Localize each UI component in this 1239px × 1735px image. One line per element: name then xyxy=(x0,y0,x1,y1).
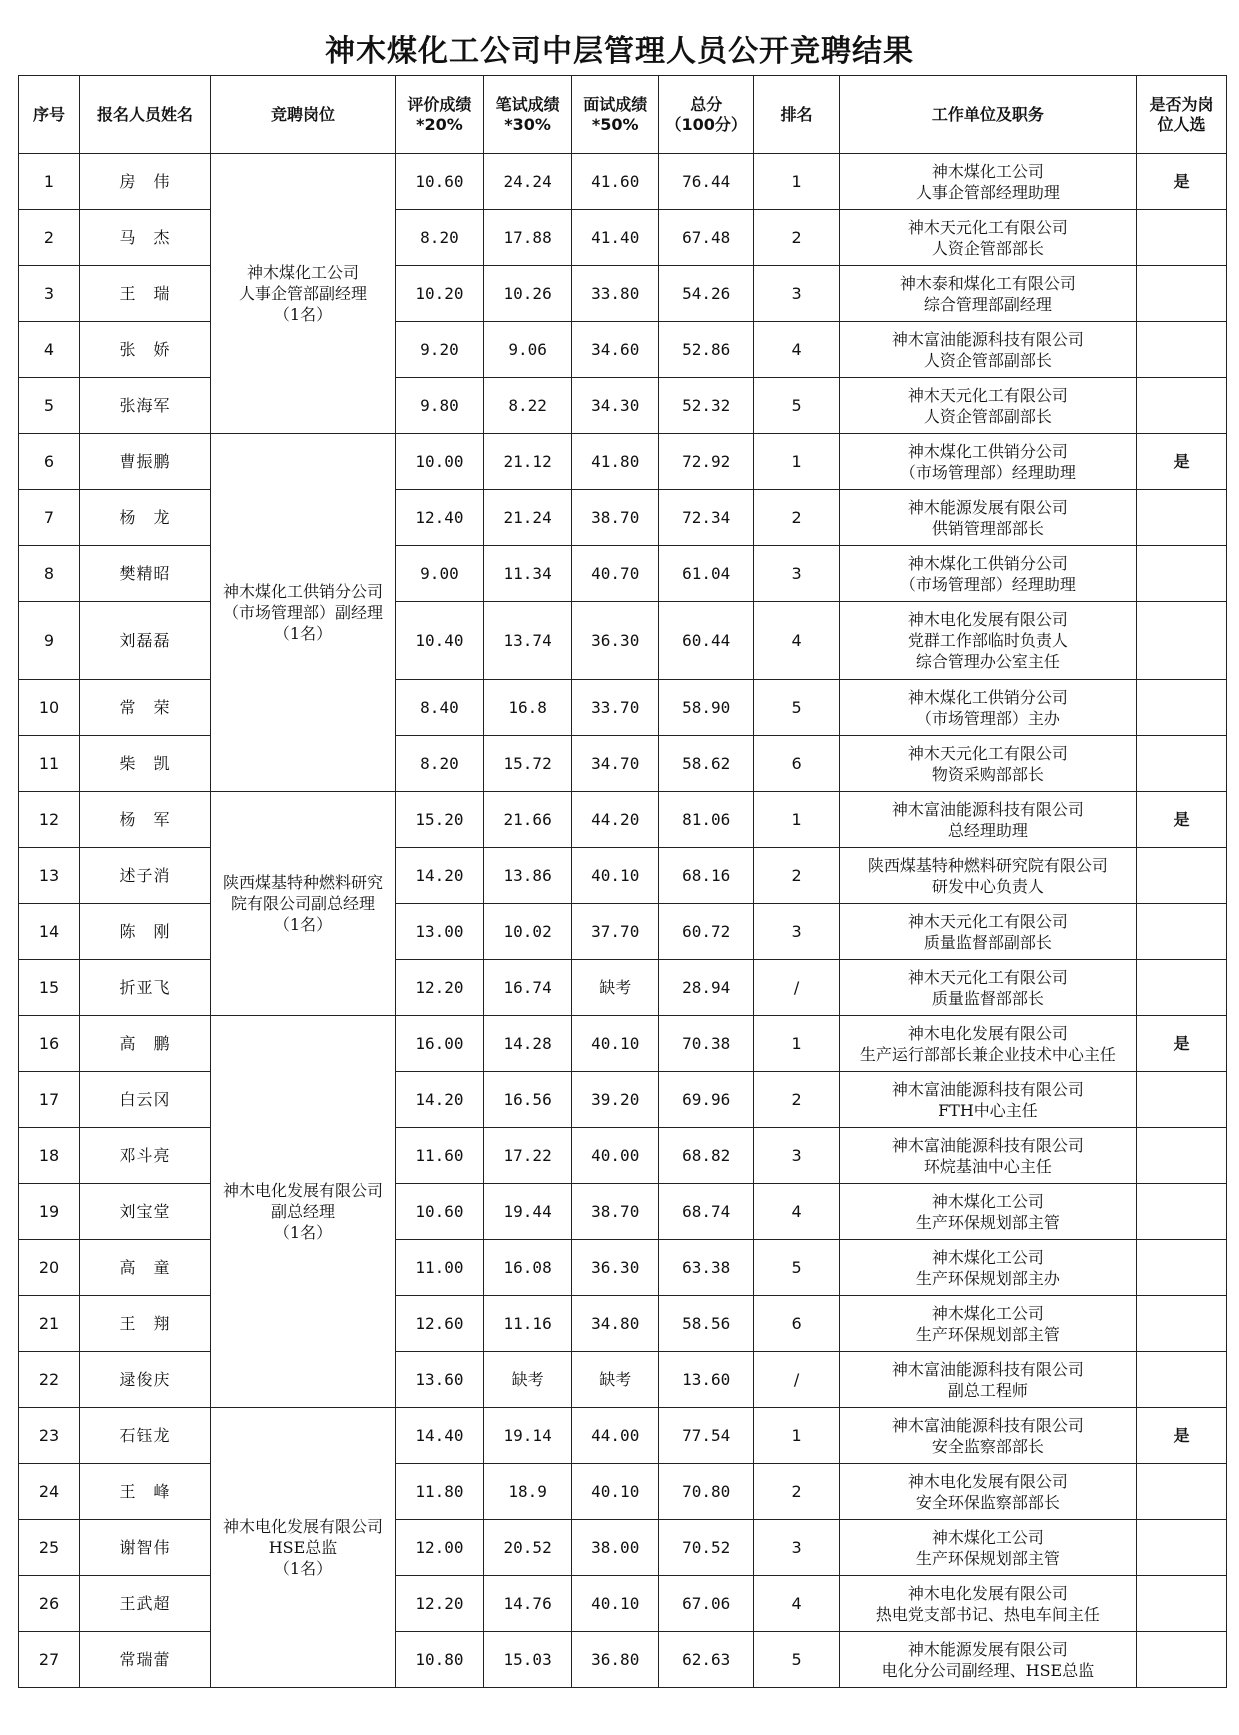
unit-position: 神木富油能源科技有限公司 总经理助理 xyxy=(839,792,1136,848)
eval-score: 10.80 xyxy=(396,1632,484,1688)
table-row xyxy=(19,848,1227,904)
rank-cell: 5 xyxy=(754,378,839,434)
rank-cell: 1 xyxy=(754,1408,839,1464)
rank-cell: 4 xyxy=(754,602,839,680)
name-cell: 房 伟 xyxy=(80,154,211,210)
seq-cell: 3 xyxy=(19,266,80,322)
header-name: 报名人员姓名 xyxy=(80,76,211,154)
written-score: 18.9 xyxy=(483,1464,572,1520)
rank-cell: 4 xyxy=(754,322,839,378)
total-score: 76.44 xyxy=(659,154,754,210)
eval-score: 14.20 xyxy=(396,848,484,904)
seq-cell: 26 xyxy=(19,1576,80,1632)
unit-position: 神木煤化工公司 人事企管部经理助理 xyxy=(839,154,1136,210)
table-row xyxy=(19,736,1227,792)
name-cell: 白云冈 xyxy=(80,1072,211,1128)
total-score: 54.26 xyxy=(659,266,754,322)
name-cell: 常瑞蕾 xyxy=(80,1632,211,1688)
interview-score: 38.70 xyxy=(572,1184,659,1240)
interview-score: 36.30 xyxy=(572,1240,659,1296)
table-row xyxy=(19,1296,1227,1352)
selected-flag xyxy=(1137,1632,1227,1688)
name-cell: 高 鹏 xyxy=(80,1016,211,1072)
unit-position: 神木电化发展有限公司 党群工作部临时负责人 综合管理办公室主任 xyxy=(839,602,1136,680)
total-score: 58.62 xyxy=(659,736,754,792)
rank-cell: 1 xyxy=(754,434,839,490)
total-score: 13.60 xyxy=(659,1352,754,1408)
unit-position: 神木富油能源科技有限公司 副总工程师 xyxy=(839,1352,1136,1408)
selected-flag xyxy=(1137,266,1227,322)
eval-score: 10.60 xyxy=(396,154,484,210)
selected-flag xyxy=(1137,680,1227,736)
unit-position: 神木煤化工公司 生产环保规划部主管 xyxy=(839,1184,1136,1240)
rank-cell: 1 xyxy=(754,1016,839,1072)
interview-score: 40.10 xyxy=(572,848,659,904)
table-row xyxy=(19,1576,1227,1632)
rank-cell: 6 xyxy=(754,1296,839,1352)
seq-cell: 21 xyxy=(19,1296,80,1352)
post-cell: 神木电化发展有限公司 HSE总监 （1名） xyxy=(210,1408,395,1688)
page-title: 神木煤化工公司中层管理人员公开竞聘结果 xyxy=(325,34,914,69)
rank-cell: 1 xyxy=(754,792,839,848)
total-score: 61.04 xyxy=(659,546,754,602)
table-row xyxy=(19,490,1227,546)
header-post: 竞聘岗位 xyxy=(210,76,395,154)
written-score: 16.8 xyxy=(483,680,572,736)
post-cell: 神木电化发展有限公司 副总经理 （1名） xyxy=(210,1016,395,1408)
rank-cell: 3 xyxy=(754,904,839,960)
selected-flag xyxy=(1137,904,1227,960)
seq-cell: 15 xyxy=(19,960,80,1016)
selected-flag xyxy=(1137,1072,1227,1128)
unit-position: 神木天元化工有限公司 人资企管部副部长 xyxy=(839,378,1136,434)
selected-flag xyxy=(1137,378,1227,434)
header-total: 总分 （100分） xyxy=(659,76,754,154)
table-row xyxy=(19,434,1227,490)
written-score: 17.88 xyxy=(483,210,572,266)
interview-score: 41.80 xyxy=(572,434,659,490)
seq-cell: 1 xyxy=(19,154,80,210)
interview-score: 33.80 xyxy=(572,266,659,322)
rank-cell: / xyxy=(754,960,839,1016)
written-score: 14.28 xyxy=(483,1016,572,1072)
unit-position: 神木电化发展有限公司 生产运行部部长兼企业技术中心主任 xyxy=(839,1016,1136,1072)
table-row xyxy=(19,1184,1227,1240)
total-score: 60.72 xyxy=(659,904,754,960)
unit-position: 神木煤化工公司 生产环保规划部主管 xyxy=(839,1520,1136,1576)
eval-score: 12.20 xyxy=(396,1576,484,1632)
name-cell: 柴 凯 xyxy=(80,736,211,792)
interview-score: 39.20 xyxy=(572,1072,659,1128)
header-interview: 面试成绩 *50% xyxy=(572,76,659,154)
total-score: 68.82 xyxy=(659,1128,754,1184)
rank-cell: 4 xyxy=(754,1184,839,1240)
total-score: 62.63 xyxy=(659,1632,754,1688)
seq-cell: 11 xyxy=(19,736,80,792)
unit-position: 神木富油能源科技有限公司 FTH中心主任 xyxy=(839,1072,1136,1128)
seq-cell: 14 xyxy=(19,904,80,960)
unit-position: 神木煤化工公司 生产环保规划部主办 xyxy=(839,1240,1136,1296)
selected-flag: 是 xyxy=(1137,1016,1227,1072)
seq-cell: 27 xyxy=(19,1632,80,1688)
name-cell: 杨 龙 xyxy=(80,490,211,546)
rank-cell: 3 xyxy=(754,546,839,602)
table-row xyxy=(19,1016,1227,1072)
name-cell: 常 荣 xyxy=(80,680,211,736)
seq-cell: 12 xyxy=(19,792,80,848)
rank-cell: / xyxy=(754,1352,839,1408)
rank-cell: 5 xyxy=(754,1240,839,1296)
seq-cell: 23 xyxy=(19,1408,80,1464)
total-score: 69.96 xyxy=(659,1072,754,1128)
total-score: 70.38 xyxy=(659,1016,754,1072)
eval-score: 10.60 xyxy=(396,1184,484,1240)
total-score: 67.48 xyxy=(659,210,754,266)
name-cell: 马 杰 xyxy=(80,210,211,266)
post-cell: 神木煤化工公司 人事企管部副经理 （1名） xyxy=(210,154,395,434)
interview-score: 缺考 xyxy=(572,1352,659,1408)
rank-cell: 3 xyxy=(754,1128,839,1184)
results-body xyxy=(19,154,1227,1688)
table-row xyxy=(19,266,1227,322)
eval-score: 11.00 xyxy=(396,1240,484,1296)
unit-position: 神木富油能源科技有限公司 安全监察部部长 xyxy=(839,1408,1136,1464)
unit-position: 神木天元化工有限公司 物资采购部部长 xyxy=(839,736,1136,792)
table-row xyxy=(19,546,1227,602)
rank-cell: 2 xyxy=(754,210,839,266)
seq-cell: 4 xyxy=(19,322,80,378)
eval-score: 9.80 xyxy=(396,378,484,434)
seq-cell: 17 xyxy=(19,1072,80,1128)
eval-score: 9.00 xyxy=(396,546,484,602)
unit-position: 神木能源发展有限公司 供销管理部部长 xyxy=(839,490,1136,546)
interview-score: 34.30 xyxy=(572,378,659,434)
table-row xyxy=(19,378,1227,434)
selected-flag xyxy=(1137,1576,1227,1632)
interview-score: 36.80 xyxy=(572,1632,659,1688)
seq-cell: 22 xyxy=(19,1352,80,1408)
selected-flag xyxy=(1137,1240,1227,1296)
table-row xyxy=(19,1072,1227,1128)
seq-cell: 7 xyxy=(19,490,80,546)
table-row xyxy=(19,154,1227,210)
table-row xyxy=(19,322,1227,378)
written-score: 9.06 xyxy=(483,322,572,378)
interview-score: 40.00 xyxy=(572,1128,659,1184)
eval-score: 14.40 xyxy=(396,1408,484,1464)
eval-score: 14.20 xyxy=(396,1072,484,1128)
selected-flag xyxy=(1137,602,1227,680)
interview-score: 44.00 xyxy=(572,1408,659,1464)
written-score: 24.24 xyxy=(483,154,572,210)
table-row xyxy=(19,1632,1227,1688)
total-score: 58.90 xyxy=(659,680,754,736)
interview-score: 缺考 xyxy=(572,960,659,1016)
selected-flag xyxy=(1137,546,1227,602)
written-score: 缺考 xyxy=(483,1352,572,1408)
unit-position: 神木煤化工公司 生产环保规划部主管 xyxy=(839,1296,1136,1352)
seq-cell: 13 xyxy=(19,848,80,904)
header-row xyxy=(19,76,1227,154)
selected-flag xyxy=(1137,1464,1227,1520)
seq-cell: 24 xyxy=(19,1464,80,1520)
selected-flag xyxy=(1137,1520,1227,1576)
eval-score: 9.20 xyxy=(396,322,484,378)
seq-cell: 19 xyxy=(19,1184,80,1240)
interview-score: 41.60 xyxy=(572,154,659,210)
name-cell: 谢智伟 xyxy=(80,1520,211,1576)
written-score: 21.12 xyxy=(483,434,572,490)
name-cell: 刘宝堂 xyxy=(80,1184,211,1240)
seq-cell: 2 xyxy=(19,210,80,266)
unit-position: 神木电化发展有限公司 热电党支部书记、热电车间主任 xyxy=(839,1576,1136,1632)
interview-score: 40.70 xyxy=(572,546,659,602)
table-row xyxy=(19,1520,1227,1576)
seq-cell: 25 xyxy=(19,1520,80,1576)
eval-score: 8.20 xyxy=(396,736,484,792)
post-cell: 神木煤化工供销分公司 （市场管理部）副经理 （1名） xyxy=(210,434,395,792)
written-score: 16.08 xyxy=(483,1240,572,1296)
written-score: 11.16 xyxy=(483,1296,572,1352)
eval-score: 16.00 xyxy=(396,1016,484,1072)
header-seq: 序号 xyxy=(19,76,80,154)
selected-flag xyxy=(1137,1184,1227,1240)
eval-score: 8.40 xyxy=(396,680,484,736)
selected-flag: 是 xyxy=(1137,154,1227,210)
rank-cell: 4 xyxy=(754,1576,839,1632)
written-score: 14.76 xyxy=(483,1576,572,1632)
total-score: 81.06 xyxy=(659,792,754,848)
written-score: 20.52 xyxy=(483,1520,572,1576)
interview-score: 44.20 xyxy=(572,792,659,848)
name-cell: 述子消 xyxy=(80,848,211,904)
rank-cell: 5 xyxy=(754,680,839,736)
unit-position: 神木天元化工有限公司 质量监督部部长 xyxy=(839,960,1136,1016)
seq-cell: 18 xyxy=(19,1128,80,1184)
written-score: 16.74 xyxy=(483,960,572,1016)
interview-score: 38.70 xyxy=(572,490,659,546)
unit-position: 神木煤化工供销分公司 （市场管理部）经理助理 xyxy=(839,434,1136,490)
rank-cell: 3 xyxy=(754,266,839,322)
unit-position: 陕西煤基特种燃料研究院有限公司 研发中心负责人 xyxy=(839,848,1136,904)
name-cell: 曹振鹏 xyxy=(80,434,211,490)
selected-flag xyxy=(1137,210,1227,266)
selected-flag xyxy=(1137,960,1227,1016)
seq-cell: 5 xyxy=(19,378,80,434)
written-score: 15.72 xyxy=(483,736,572,792)
unit-position: 神木富油能源科技有限公司 环烷基油中心主任 xyxy=(839,1128,1136,1184)
total-score: 63.38 xyxy=(659,1240,754,1296)
eval-score: 8.20 xyxy=(396,210,484,266)
seq-cell: 6 xyxy=(19,434,80,490)
seq-cell: 8 xyxy=(19,546,80,602)
header-eval: 评价成绩 *20% xyxy=(396,76,484,154)
total-score: 67.06 xyxy=(659,1576,754,1632)
unit-position: 神木煤化工供销分公司 （市场管理部）经理助理 xyxy=(839,546,1136,602)
eval-score: 12.60 xyxy=(396,1296,484,1352)
eval-score: 10.20 xyxy=(396,266,484,322)
rank-cell: 2 xyxy=(754,848,839,904)
rank-cell: 2 xyxy=(754,1072,839,1128)
total-score: 70.80 xyxy=(659,1464,754,1520)
seq-cell: 20 xyxy=(19,1240,80,1296)
selected-flag xyxy=(1137,736,1227,792)
written-score: 21.24 xyxy=(483,490,572,546)
selected-flag xyxy=(1137,322,1227,378)
header-unit: 工作单位及职务 xyxy=(839,76,1136,154)
written-score: 8.22 xyxy=(483,378,572,434)
selected-flag: 是 xyxy=(1137,792,1227,848)
rank-cell: 2 xyxy=(754,1464,839,1520)
unit-position: 神木电化发展有限公司 安全环保监察部部长 xyxy=(839,1464,1136,1520)
interview-score: 34.80 xyxy=(572,1296,659,1352)
table-row xyxy=(19,792,1227,848)
eval-score: 10.40 xyxy=(396,602,484,680)
seq-cell: 9 xyxy=(19,602,80,680)
table-row xyxy=(19,1408,1227,1464)
eval-score: 15.20 xyxy=(396,792,484,848)
written-score: 15.03 xyxy=(483,1632,572,1688)
name-cell: 王 瑞 xyxy=(80,266,211,322)
selected-flag xyxy=(1137,1128,1227,1184)
interview-score: 40.10 xyxy=(572,1464,659,1520)
unit-position: 神木泰和煤化工有限公司 综合管理部副经理 xyxy=(839,266,1136,322)
name-cell: 王 翔 xyxy=(80,1296,211,1352)
total-score: 52.86 xyxy=(659,322,754,378)
written-score: 10.02 xyxy=(483,904,572,960)
total-score: 68.74 xyxy=(659,1184,754,1240)
name-cell: 王 峰 xyxy=(80,1464,211,1520)
interview-score: 38.00 xyxy=(572,1520,659,1576)
written-score: 13.74 xyxy=(483,602,572,680)
rank-cell: 2 xyxy=(754,490,839,546)
selected-flag xyxy=(1137,1296,1227,1352)
eval-score: 11.60 xyxy=(396,1128,484,1184)
total-score: 28.94 xyxy=(659,960,754,1016)
total-score: 72.92 xyxy=(659,434,754,490)
name-cell: 刘磊磊 xyxy=(80,602,211,680)
table-row xyxy=(19,602,1227,680)
written-score: 21.66 xyxy=(483,792,572,848)
interview-score: 34.70 xyxy=(572,736,659,792)
name-cell: 张海军 xyxy=(80,378,211,434)
eval-score: 13.00 xyxy=(396,904,484,960)
interview-score: 41.40 xyxy=(572,210,659,266)
total-score: 60.44 xyxy=(659,602,754,680)
name-cell: 樊精昭 xyxy=(80,546,211,602)
interview-score: 36.30 xyxy=(572,602,659,680)
total-score: 72.34 xyxy=(659,490,754,546)
unit-position: 神木煤化工供销分公司 （市场管理部）主办 xyxy=(839,680,1136,736)
table-row xyxy=(19,1464,1227,1520)
eval-score: 12.20 xyxy=(396,960,484,1016)
rank-cell: 5 xyxy=(754,1632,839,1688)
name-cell: 陈 刚 xyxy=(80,904,211,960)
eval-score: 10.00 xyxy=(396,434,484,490)
total-score: 58.56 xyxy=(659,1296,754,1352)
total-score: 52.32 xyxy=(659,378,754,434)
interview-score: 33.70 xyxy=(572,680,659,736)
unit-position: 神木富油能源科技有限公司 人资企管部副部长 xyxy=(839,322,1136,378)
name-cell: 王武超 xyxy=(80,1576,211,1632)
name-cell: 逯俊庆 xyxy=(80,1352,211,1408)
written-score: 16.56 xyxy=(483,1072,572,1128)
eval-score: 11.80 xyxy=(396,1464,484,1520)
total-score: 77.54 xyxy=(659,1408,754,1464)
rank-cell: 1 xyxy=(754,154,839,210)
written-score: 17.22 xyxy=(483,1128,572,1184)
name-cell: 邓斗亮 xyxy=(80,1128,211,1184)
results-table xyxy=(18,75,1227,1688)
seq-cell: 10 xyxy=(19,680,80,736)
written-score: 13.86 xyxy=(483,848,572,904)
header-selected: 是否为岗 位人选 xyxy=(1137,76,1227,154)
selected-flag: 是 xyxy=(1137,434,1227,490)
table-row xyxy=(19,960,1227,1016)
name-cell: 张 娇 xyxy=(80,322,211,378)
name-cell: 石钰龙 xyxy=(80,1408,211,1464)
interview-score: 40.10 xyxy=(572,1576,659,1632)
written-score: 11.34 xyxy=(483,546,572,602)
table-row xyxy=(19,1128,1227,1184)
selected-flag xyxy=(1137,490,1227,546)
unit-position: 神木天元化工有限公司 质量监督部副部长 xyxy=(839,904,1136,960)
written-score: 19.14 xyxy=(483,1408,572,1464)
table-row xyxy=(19,1352,1227,1408)
rank-cell: 3 xyxy=(754,1520,839,1576)
interview-score: 34.60 xyxy=(572,322,659,378)
eval-score: 12.00 xyxy=(396,1520,484,1576)
selected-flag xyxy=(1137,1352,1227,1408)
interview-score: 40.10 xyxy=(572,1016,659,1072)
eval-score: 12.40 xyxy=(396,490,484,546)
header-rank: 排名 xyxy=(754,76,839,154)
written-score: 19.44 xyxy=(483,1184,572,1240)
selected-flag xyxy=(1137,848,1227,904)
rank-cell: 6 xyxy=(754,736,839,792)
table-row xyxy=(19,210,1227,266)
table-row xyxy=(19,904,1227,960)
table-row xyxy=(19,1240,1227,1296)
header-written: 笔试成绩 *30% xyxy=(483,76,572,154)
selected-flag: 是 xyxy=(1137,1408,1227,1464)
unit-position: 神木能源发展有限公司 电化分公司副经理、HSE总监 xyxy=(839,1632,1136,1688)
total-score: 68.16 xyxy=(659,848,754,904)
post-cell: 陕西煤基特种燃料研究 院有限公司副总经理 （1名） xyxy=(210,792,395,1016)
unit-position: 神木天元化工有限公司 人资企管部部长 xyxy=(839,210,1136,266)
written-score: 10.26 xyxy=(483,266,572,322)
table-row xyxy=(19,680,1227,736)
seq-cell: 16 xyxy=(19,1016,80,1072)
name-cell: 杨 军 xyxy=(80,792,211,848)
interview-score: 37.70 xyxy=(572,904,659,960)
total-score: 70.52 xyxy=(659,1520,754,1576)
name-cell: 折亚飞 xyxy=(80,960,211,1016)
eval-score: 13.60 xyxy=(396,1352,484,1408)
name-cell: 高 童 xyxy=(80,1240,211,1296)
